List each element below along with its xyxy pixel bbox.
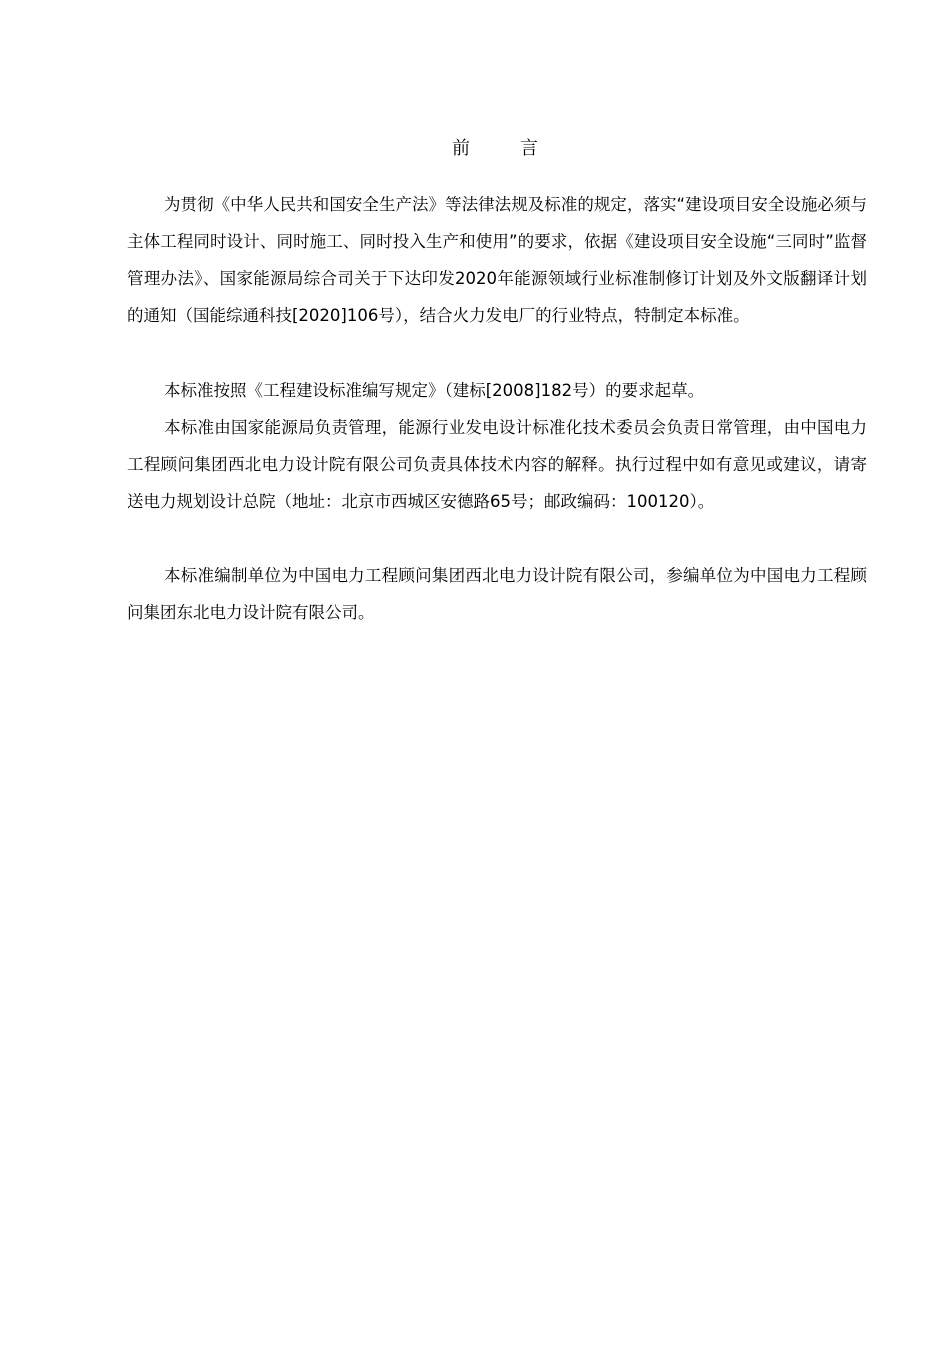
paragraph-authors: 本标准编制单位为中国电力工程顾问集团西北电力设计院有限公司，参编单位为中国电力工程顾问集团东北电力设计院有限公司。 bbox=[127, 566, 867, 622]
title-char-2: 言 bbox=[520, 138, 538, 159]
paragraph-management: 本标准由国家能源局负责管理，能源行业发电设计标准化技术委员会负责日常管理，由中国电力工程顾问集团西北电力设计院有限公司负责具体技术内容的解释。执行过程中如有意见或建议，请寄送电力规划设计总院（地址：北京市西城区安德路65号；邮政编码：100120）。 bbox=[127, 418, 867, 511]
title-char-1: 前 bbox=[452, 138, 470, 159]
paragraph-purpose: 为贯彻《中华人民共和国安全生产法》等法律法规及标准的规定，落实“建设项目安全设施必须与主体工程同时设计、同时施工、同时投入生产和使用”的要求，依据《建设项目安全设施“三同时”监督管理办法》、国家能源局综合司关于下达印发2020年能源领域行业标准制修订计划及外文版翻译计划的通知（国能综通科技[2020]106号），结合火力发电厂的行业特点，特制定本标准。 bbox=[127, 195, 867, 325]
page-title bbox=[0, 136, 950, 162]
paragraph-drafting-basis: 本标准按照《工程建设标准编写规定》（建标[2008]182号）的要求起草。 bbox=[164, 381, 705, 400]
